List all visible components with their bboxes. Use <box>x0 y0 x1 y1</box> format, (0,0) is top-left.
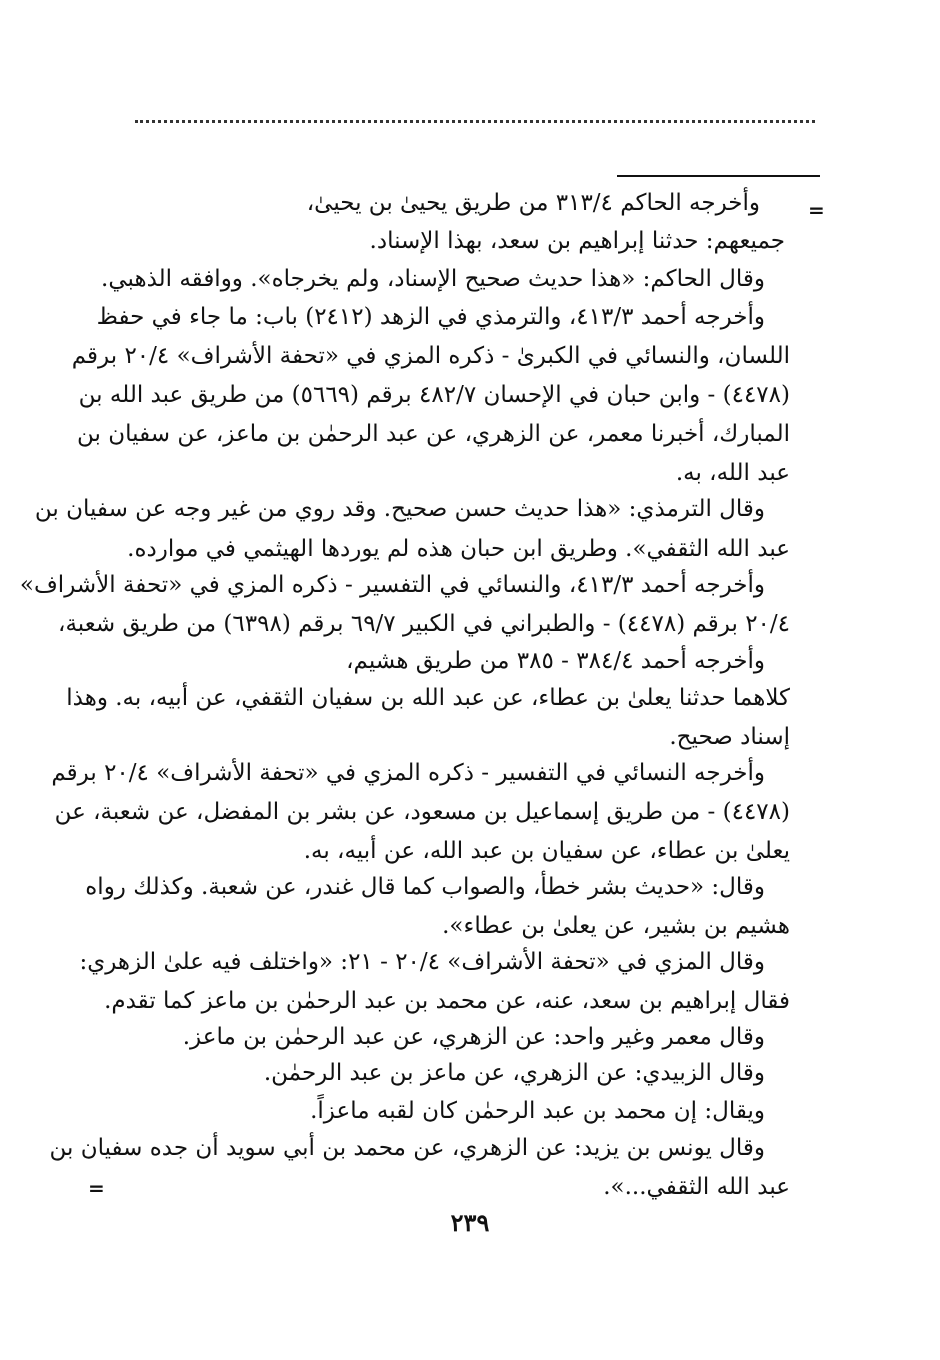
footnote-line: وقال يونس بن يزيد: عن الزهري، عن محمد بن أبي سويد أن جده سفيان بن <box>49 1135 765 1161</box>
footnote-line: يعلىٰ بن عطاء، عن سفيان بن عبد الله، عن أبيه، به. <box>303 838 790 864</box>
footnote-line: وقال الترمذي: «هذا حديث حسن صحيح. وقد روي من غير وجه عن سفيان بن <box>34 496 765 522</box>
footnote-line: المبارك، أخبرنا معمر، عن الزهري، عن عبد الرحمٰن بن ماعز، عن سفيان بن <box>77 421 790 447</box>
footnote-line: هشيم بن بشير، عن يعلىٰ بن عطاء». <box>442 913 790 939</box>
footnote-line: فقال إبراهيم بن سعد، عنه، عن محمد بن عبد الرحمٰن بن ماعز كما تقدم. <box>104 988 790 1014</box>
footnote-line: اللسان، والنسائي في الكبرىٰ - ذكره المزي في «تحفة الأشراف» ٢٠/٤ برقم <box>71 343 790 369</box>
footnote-line: وأخرجه أحمد ٣٨٤/٤ - ٣٨٥ من طريق هشيم، <box>346 648 765 674</box>
footnote-line: ٢٠/٤ برقم (٤٤٧٨) - والطبراني في الكبير ٦٩/٧ برقم (٦٣٩٨) من طريق شعبة، <box>58 611 790 637</box>
continuation-mark-bottom: = <box>88 1176 105 1200</box>
footnote-line: وأخرجه أحمد ٤١٣/٣، والترمذي في الزهد (٢٤١٢) باب: ما جاء في حفظ <box>96 304 765 330</box>
footnote-line: وقال الزبيدي: عن الزهري، عن ماعز بن عبد الرحمٰن. <box>263 1060 765 1086</box>
footnote-line: إسناد صحيح. <box>669 724 790 750</box>
footnote-line: (٤٤٧٨) - من طريق إسماعيل بن مسعود، عن بشر بن المفضل، عن شعبة، عن <box>54 799 790 825</box>
footnote-line: وقال الحاكم: «هذا حديث صحيح الإسناد، ولم يخرجاه». ووافقه الذهبي. <box>101 266 765 292</box>
footnote-line: عبد الله الثقفي». وطريق ابن حبان هذه لم يوردها الهيثمي في موارده. <box>127 536 790 562</box>
footnote-line: (٤٤٧٨) - وابن حبان في الإحسان ٤٨٢/٧ برقم (٥٦٦٩) من طريق عبد الله بن <box>78 382 790 408</box>
footnote-line: عبد الله، به. <box>675 460 790 486</box>
footnote-line: وأخرجه النسائي في التفسير - ذكره المزي في «تحفة الأشراف» ٢٠/٤ برقم <box>51 760 765 786</box>
footnote-line: جميعهم: حدثنا إبراهيم بن سعد، بهذا الإسناد. <box>369 228 785 254</box>
footnote-line: كلاهما حدثنا يعلىٰ بن عطاء، عن عبد الله بن سفيان الثقفي، عن أبيه، به. وهذا <box>66 685 790 711</box>
footnote-line: وأخرجه الحاكم ٣١٣/٤ من طريق يحيىٰ بن يحيىٰ، <box>306 190 760 216</box>
footnote-line: وقال معمر وغير واحد: عن الزهري، عن عبد الرحمٰن بن ماعز. <box>182 1024 765 1050</box>
footnote-line: وقال المزي في «تحفة الأشراف» ٢٠/٤ - ٢١: «واختلف فيه علىٰ الزهري: <box>79 949 765 975</box>
continuation-mark-top: = <box>808 198 825 222</box>
footnote-line: وأخرجه أحمد ٤١٣/٣، والنسائي في التفسير - ذكره المزي في «تحفة الأشراف» <box>19 572 765 598</box>
page-number: ٢٣٩ <box>450 1208 490 1237</box>
footnote-line: عبد الله الثقفي...». <box>603 1174 790 1200</box>
footnote-line: وقال: «حديث بشر خطأ، والصواب كما قال غندر، عن شعبة. وكذلك رواه <box>85 874 765 900</box>
footnote-line: ويقال: إن محمد بن عبد الرحمٰن كان لقبه ماعزاً. <box>310 1098 765 1124</box>
